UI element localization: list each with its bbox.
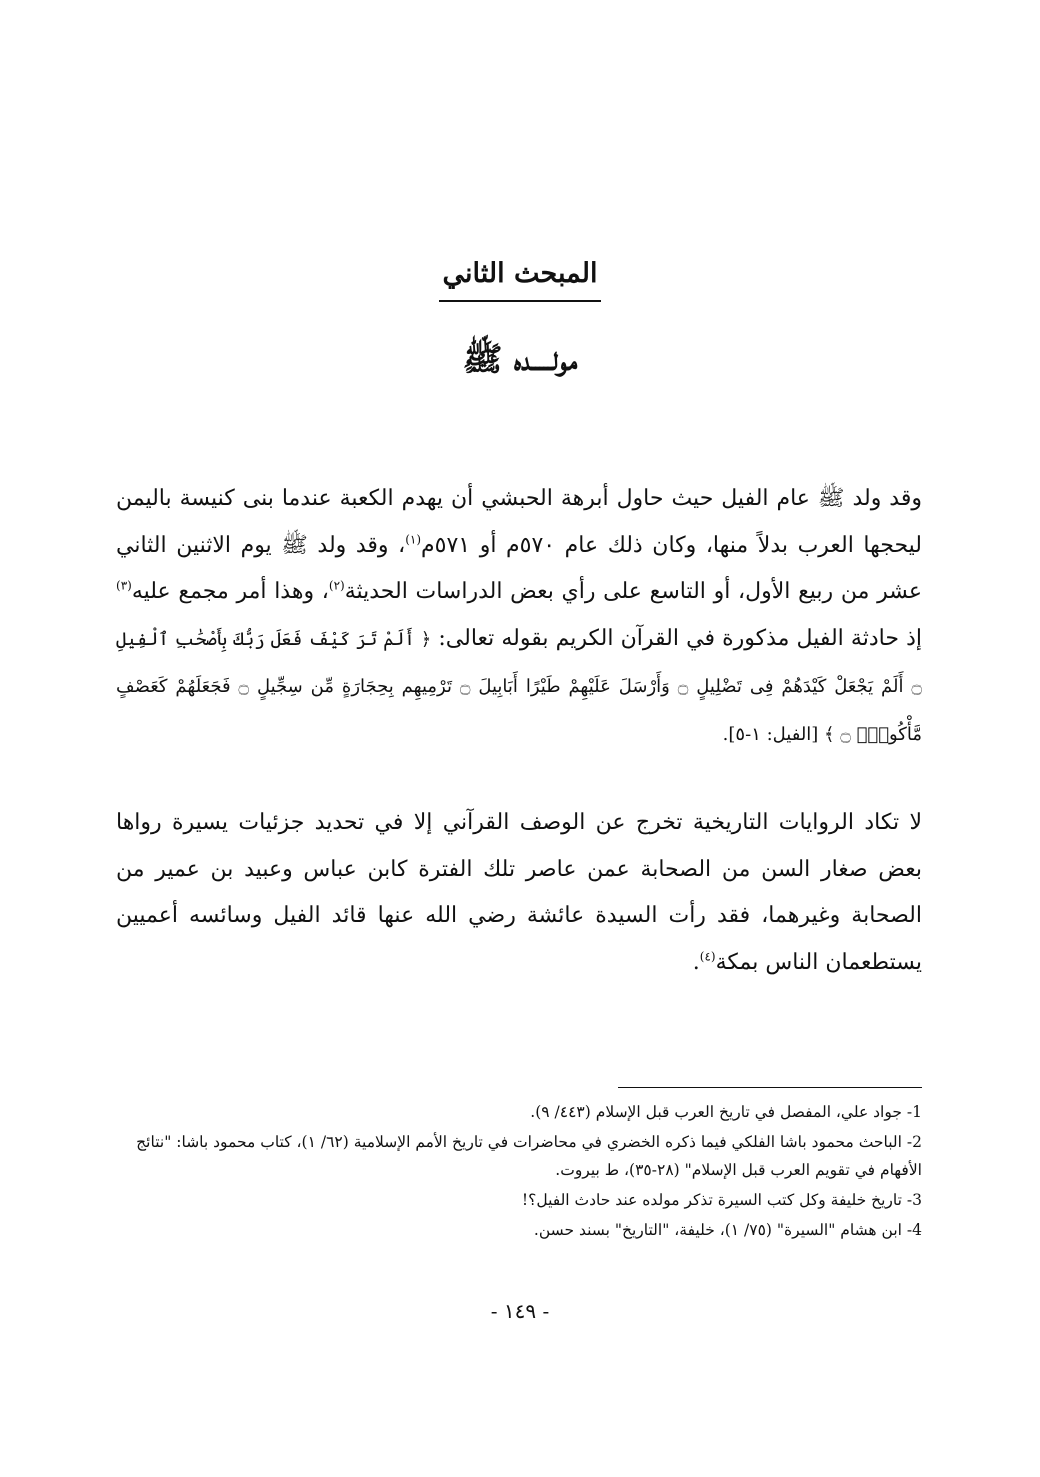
footnote-1: 1- جواد علي، المفصل في تاريخ العرب قبل الإسلام (٤٤٣/ ٩). — [530, 1103, 922, 1121]
section-title-text: المبحث الثاني — [439, 252, 602, 302]
section-title — [0, 252, 1040, 302]
footnote-ref-1[interactable]: (١) — [405, 532, 422, 547]
paragraph-1-text-c: ، وهذا أمر مجمع عليه — [131, 579, 329, 604]
paragraph-2-text: لا تكاد الروايات التاريخية تخرج عن الوصف القرآني إلا في تحديد جزئيات يسيرة رواها بعض صغار السن من الصحابة عمن عاصر تلك الفترة كابن عباس وعبيد بن عمير من الصحابة وغيرهما، فقد رأت السيدة عائشة رضي الله عنها قائد الفيل وسائسه أعميين يستطعمان الناس بمكة — [116, 810, 922, 975]
footnote-ref-2[interactable]: (٢) — [328, 578, 345, 593]
page-number: - ١٤٩ - — [490, 1299, 550, 1323]
footnotes-list — [112, 1098, 922, 1246]
chapter-title: مولـــــده ﷺ — [462, 339, 578, 378]
paragraph-1-text-b: ، وقد ولد ﷺ يوم الاثنين الثاني عشر من ربيع الأول، أو التاسع على رأي بعض الدراسات الحديثة — [116, 532, 922, 604]
footnote-3: 3- تاريخ خليفة وكل كتب السيرة تذكر مولده عند حادث الفيل؟! — [521, 1191, 922, 1209]
quran-verse: ﴿ أَلَمْ تَرَ كَيْفَ فَعَلَ رَبُّكَ بِأَصْحَٰبِ ٱلْفِيلِ ۝ أَلَمْ يَجْعَلْ كَيْدَهُمْ فِى تَضْلِيلٍ ۝ وَأَرْسَلَ عَلَيْهِمْ طَيْرًا أَبَابِيلَ ۝ تَرْمِيهِم بِحِجَارَةٍ مِّن سِجِّيلٍ ۝ فَجَعَلَهُمْ كَعَصْفٍ مَّأْكُولٍۭ ۝ ﴾ — [116, 628, 922, 745]
footnote-ref-3[interactable]: (٣) — [116, 578, 132, 593]
footnote-ref-4[interactable]: (٤) — [699, 949, 716, 964]
quran-citation: [الفيل: ١-٥]. — [722, 723, 825, 745]
paragraph-narrations — [116, 800, 922, 986]
paragraph-1-text-d: إذ حادثة الفيل مذكورة في القرآن الكريم بقوله تعالى: — [431, 625, 922, 651]
footnote-divider — [618, 1087, 922, 1088]
paragraph-birth — [116, 476, 922, 758]
footnote-4: 4- ابن هشام "السيرة" (٧٥/ ١)، خليفة، "التاريخ" بسند حسن. — [533, 1221, 922, 1239]
paragraph-2-end: . — [692, 949, 700, 975]
footnote-2: 2- الباحث محمود باشا الفلكي فيما ذكره الخضري في محاضرات في تاريخ الأمم الإسلامية (٦٢/ ١)، كتاب محمود باشا: "نتائج الأفهام في تقويم العرب قبل الإسلام" (٢٨-٣٥)، ط بيروت. — [136, 1133, 922, 1179]
paragraph-1-text: وقد ولد ﷺ عام الفيل حيث حاول أبرهة الحبشي أن يهدم الكعبة عندما بنى كنيسة باليمن ليحجها العرب بدلاً منها، وكان ذلك عام ٥٧٠م أو ٥٧١م — [116, 486, 923, 558]
